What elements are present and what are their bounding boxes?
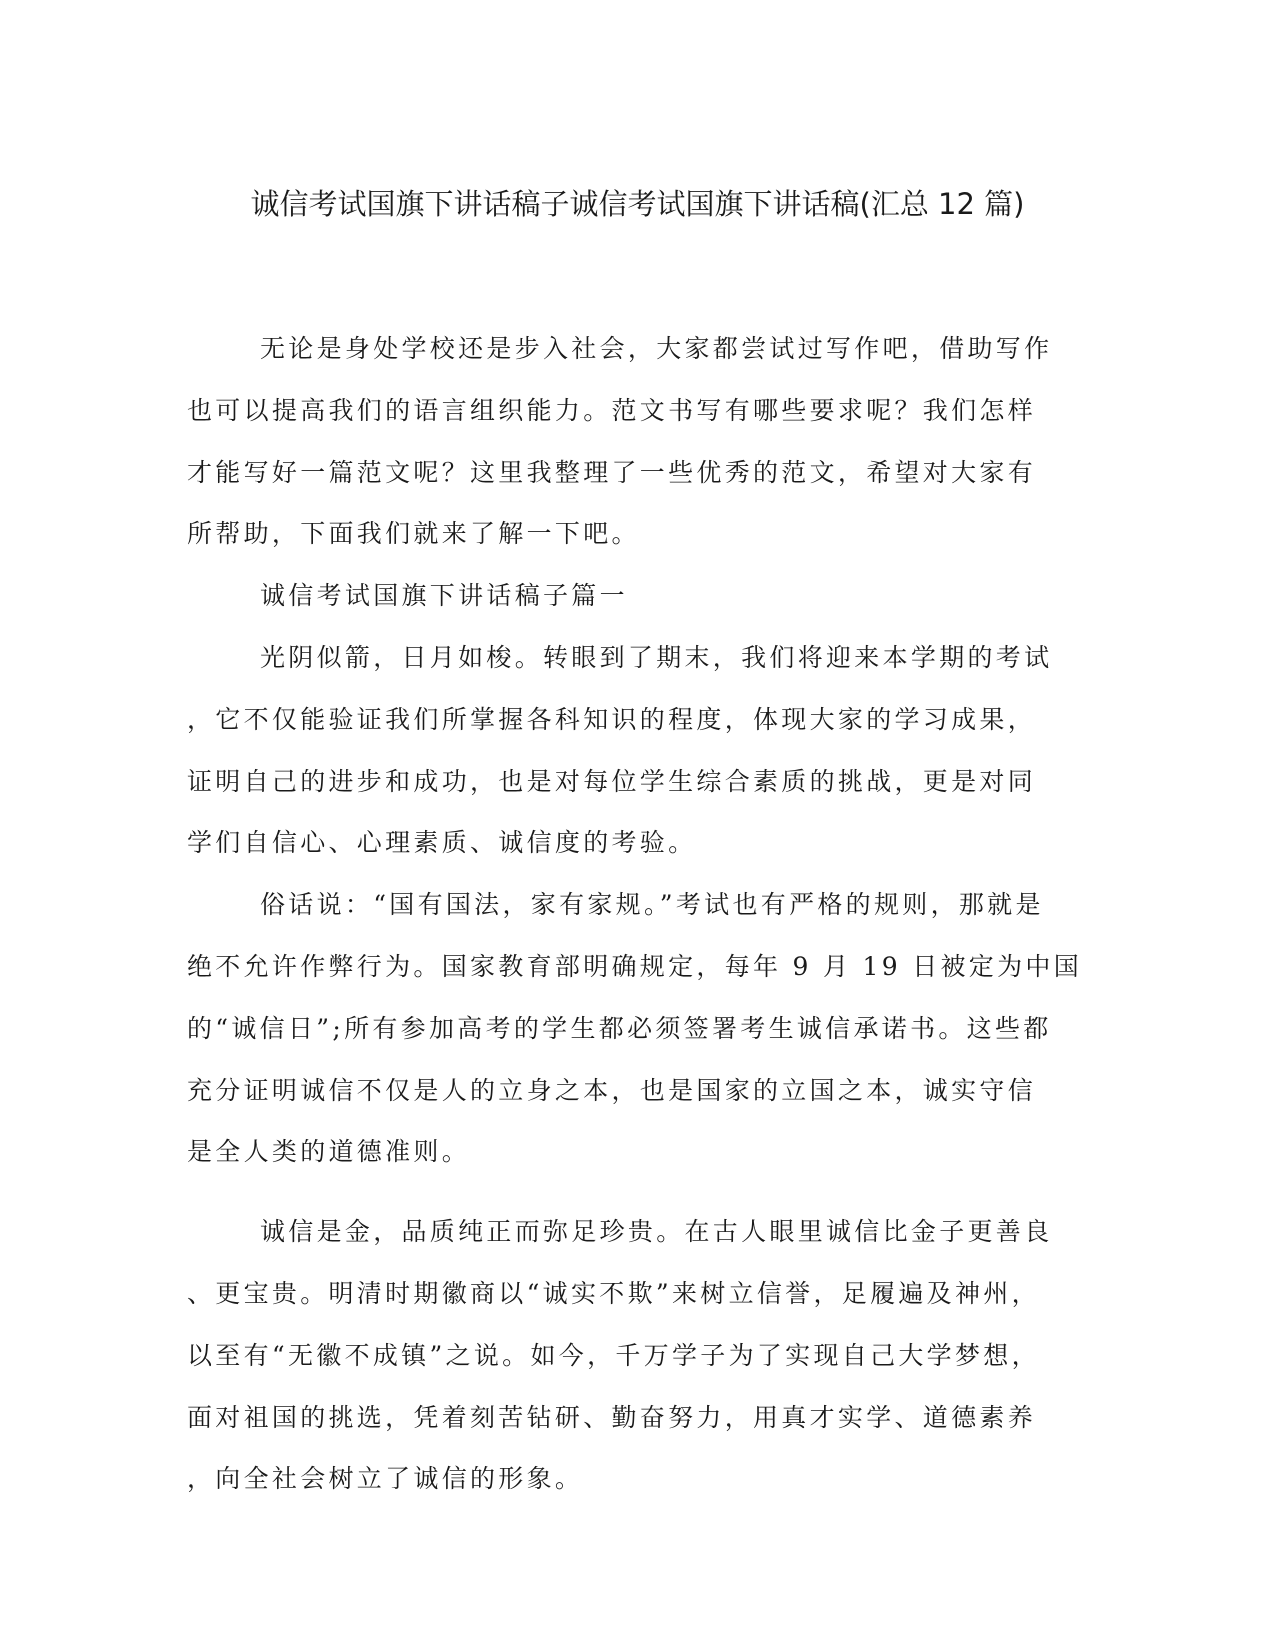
document-title: 诚信考试国旗下讲话稿子诚信考试国旗下讲话稿(汇总 12 篇) bbox=[250, 187, 1025, 221]
paragraph-1-line: 光阴似箭，日月如梭。转眼到了期末，我们将迎来本学期的考试 bbox=[260, 642, 1053, 672]
paragraph-3-line: ，向全社会树立了诚信的形象。 bbox=[187, 1464, 584, 1494]
paragraph-2-line: 充分证明诚信不仅是人的立身之本，也是国家的立国之本，诚实守信 bbox=[187, 1075, 1037, 1105]
paragraph-2-line: 是全人类的道德准则。 bbox=[187, 1137, 471, 1167]
intro-paragraph-line: 才能写好一篇范文呢？这里我整理了一些优秀的范文，希望对大家有 bbox=[187, 457, 1037, 487]
paragraph-3-line: 面对祖国的挑选，凭着刻苦钻研、勤奋努力，用真才实学、道德素养 bbox=[187, 1402, 1037, 1432]
paragraph-1-line: 学们自信心、心理素质、诚信度的考验。 bbox=[187, 828, 697, 858]
intro-paragraph-line: 所帮助，下面我们就来了解一下吧。 bbox=[187, 519, 640, 549]
paragraph-3-line: 、更宝贵。明清时期徽商以“诚实不欺”来树立信誉，足履遍及神州， bbox=[187, 1278, 1040, 1308]
intro-paragraph-line: 也可以提高我们的语言组织能力。范文书写有哪些要求呢？我们怎样 bbox=[187, 395, 1037, 425]
paragraph-2-line: 的“诚信日”;所有参加高考的学生都必须签署考生诚信承诺书。这些都 bbox=[187, 1013, 1052, 1043]
paragraph-2-line: 绝不允许作弊行为。国家教育部明确规定，每年 9 月 19 日被定为中国 bbox=[187, 951, 1083, 981]
section-heading: 诚信考试国旗下讲话稿子篇一 bbox=[260, 581, 628, 611]
paragraph-2-line: 俗话说：“国有国法，家有家规。”考试也有严格的规则，那就是 bbox=[260, 890, 1044, 920]
intro-paragraph-line: 无论是身处学校还是步入社会，大家都尝试过写作吧，借助写作 bbox=[260, 334, 1053, 363]
paragraph-3-line: 以至有“无徽不成镇”之说。如今，千万学子为了实现自己大学梦想， bbox=[187, 1340, 1040, 1370]
paragraph-3-line: 诚信是金，品质纯正而弥足珍贵。在古人眼里诚信比金子更善良 bbox=[260, 1217, 1053, 1247]
paragraph-1-line: ，它不仅能验证我们所掌握各科知识的程度，体现大家的学习成果， bbox=[187, 704, 1037, 734]
document-body bbox=[187, 318, 1083, 1510]
paragraph-1-line: 证明自己的进步和成功，也是对每位学生综合素质的挑战，更是对同 bbox=[187, 766, 1037, 796]
